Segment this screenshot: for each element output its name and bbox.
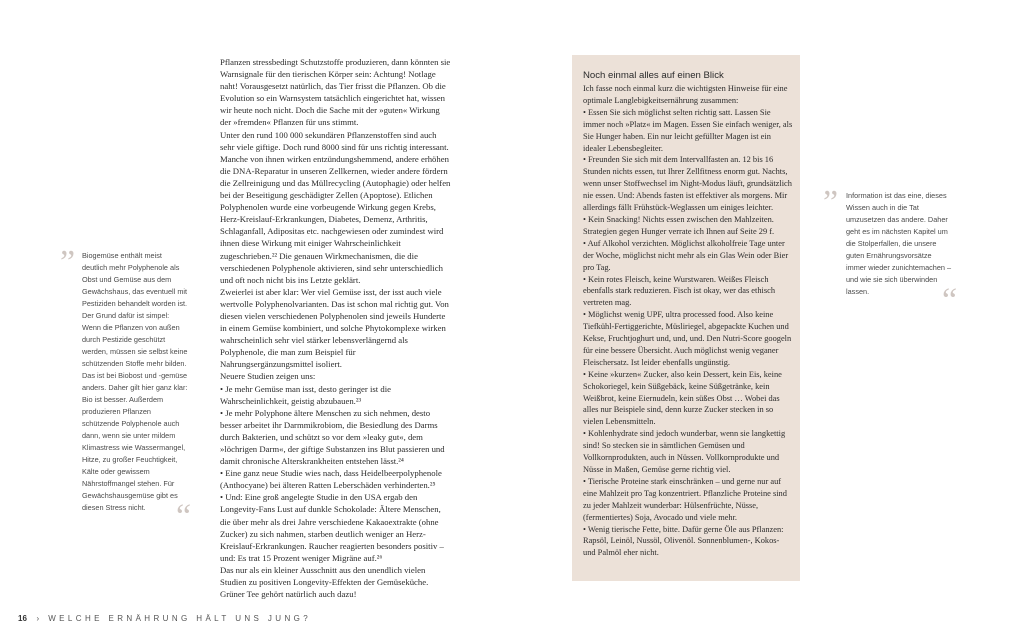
- page-number: 16: [18, 614, 27, 623]
- right-close-quote-mark: “: [942, 282, 958, 319]
- summary-bullet: • Kohlenhydrate sind jedoch wunderbar, wenn sie langkettig sind! So stecken sie in sämtlichen Gemüsen und Vollkornprodukten, auch in Nüssen. Vollkornprodukte und Nüsse in Maßen, Gemüse gerne richtig viel.: [583, 429, 786, 474]
- page-footer: [18, 614, 311, 623]
- summary-bullet: • Kein rotes Fleisch, keine Wurstwaren. Weißes Fleisch ebenfalls stark reduzieren. Fisch ist okay, wer das ethisch vertreten mag.: [583, 274, 776, 308]
- running-title: WELCHE ERNÄHRUNG HÄLT UNS JUNG?: [48, 614, 312, 623]
- right-sidebar-text: Information ist das eine, dieses Wissen auch in die Tat umzusetzen das andere. Daher geht es im nächsten Kapitel um die Stolperfallen, die unsere guten Ernährungsvorsätze immer wieder zunichtemachen – und wie sie sich überwinden lassen.: [846, 191, 952, 296]
- summary-bullet: • Wenig tierische Fette, bitte. Dafür gerne Öle aus Pflanzen: Rapsöl, Leinöl, Nussöl, Olivenöl. Sonnenblumen-, Kokos- und Palmöl eher nicht.: [583, 524, 784, 558]
- main-text-column: [220, 56, 451, 600]
- main-bullet: • Je mehr Gemüse man isst, desto geringer ist die Wahrscheinlichkeit, geistig abzubauen.²³: [220, 383, 391, 406]
- summary-bullet: • Auf Alkohol verzichten. Möglichst alkoholfreie Tage unter der Woche, möglichst nicht mehr als ein Glas Wein oder Bier pro Tag.: [583, 238, 789, 272]
- footer-separator: ›: [36, 614, 43, 623]
- left-open-quote-mark: ”: [60, 244, 76, 281]
- summary-bullet: • Möglichst wenig UPF, ultra processed food. Also keine Tiefkühl-Fertiggerichte, Müsliriegel, abgepackte Kuchen und Kekse, Fruchtjoghurt und, und, und. Den Nutri-Score googeln für eine bessere Übersicht. Auch möglichst wenig veganer Fleischersatz. Ist leider ebenfalls ungünstig.: [583, 310, 792, 367]
- main-bullet: • Je mehr Polyphone ältere Menschen zu sich nehmen, desto besser arbeitet ihr Darmmikrobiom, die Besiedlung des Darms durch Bakterien, und schützt so vor dem »leaky gut«, dem »löchrigen Darm«, der giftige Substanzen ins Blut passieren und damit chronische Alterskrankheiten entstehen lässt.²⁴: [220, 407, 445, 467]
- main-paragraph: Das nur als ein kleiner Ausschnitt aus den unendlich vielen Studien zu positiven Longevity-Effekten der Gemüseküche. Grüner Tee gehört natürlich auch dazu!: [220, 564, 429, 600]
- main-paragraph: Neuere Studien zeigen uns:: [220, 371, 316, 382]
- left-sidebar-text: Biogemüse enthält meist deutlich mehr Polyphenole als Obst und Gemüse aus dem Gewächshaus, das eventuell mit Pestiziden behandelt worden ist. Der Grund dafür ist simpel: Wenn die Pflanzen von außen durch Pestizide geschützt werden, müssen sie selbst keine schützenden Stoffe mehr bilden. Das ist bei Biobost und -gemüse anders. Daher gilt hier ganz klar: Bio ist besser. Außerdem produzieren Pflanzen schützende Polyphenole auch dann, wenn sie unter mildem Klimastress wie Wassermangel, Hitze, zu großer Feuchtigkeit, Kälte oder gewissem Nährstoffmangel stehen. Für Gewächshausgemüse gibt es diesen Stress nicht.: [82, 251, 188, 512]
- summary-box-title: Noch einmal alles auf einen Blick: [583, 70, 724, 81]
- main-paragraph: Zweierlei ist aber klar: Wer viel Gemüse isst, der isst auch viele wertvolle Polyphenolvarianten. Das ist schon mal richtig gut. Von diesen vielen verschiedenen Polyphenolen sind jeweils Hunderte in einem Gemüse kombiniert, und solche Phytokomplexe wirken wahrscheinlich sehr viel stärker lebensverlängernd als Polyphenole, die man zum Beispiel für Nahrungsergänzungsmittel isoliert.: [220, 286, 449, 370]
- summary-bullet: • Tierische Proteine stark einschränken – und gerne nur auf eine Mahlzeit pro Tag konzentriert. Pflanzliche Proteine sind zu jeder Mahlzeit wunderbar: Hülsenfrüchte, Nüsse, (fermentiertes) Soja, Avocado und viele mehr.: [583, 476, 787, 522]
- summary-bullet: • Essen Sie sich möglichst selten richtig satt. Lassen Sie immer noch »Platz« im Magen. Essen Sie einfach weniger, als Sie Hunger haben. Ein nur leicht gefüllter Magen ist ein idealer Lebensbegleiter.: [583, 107, 793, 153]
- right-sidebar-note: [846, 190, 952, 298]
- left-close-quote-mark: “: [176, 498, 192, 535]
- summary-intro: Ich fasse noch einmal kurz die wichtigsten Hinweise für eine optimale Langlebigkeitsernährung zusammen:: [583, 84, 788, 105]
- main-paragraph: Pflanzen stressbedingt Schutzstoffe produzieren, dann könnten sie Warnsignale für den tierischen Körper sein: Achtung! Notlage naht! Vorausgesetzt natürlich, das Tier frisst die Pflanzen. Ob die Evolution so ein Warnsystem tatsächlich eingerichtet hat, wissen wir heute noch nicht. Doch die Sache mit der »guten« Wirkung der »fremden« Pflanzen für uns stimmt.: [220, 57, 451, 128]
- main-bullet: • Und: Eine groß angelegte Studie in den USA ergab den Longevity-Fans Lust auf dunkle Schokolade: Ältere Menschen, die über mehr als drei Jahre verschiedene Kakaoextrakte (ohne Zucker) zu sich nahmen, starben deutlich weniger an Herz-Kreislauf-Erkrankungen. Raucher reagierten besonders positiv – und: Es trat 15 Prozent weniger Migräne auf.²⁶: [220, 492, 444, 563]
- left-sidebar-note: [82, 250, 189, 514]
- summary-box-content: [583, 69, 793, 559]
- summary-bullet: • Kein Snacking! Nichts essen zwischen den Mahlzeiten. Strategien gegen Hunger verrate ich Ihnen auf Seite 29 f.: [583, 214, 775, 236]
- main-paragraph: Unter den rund 100 000 sekundären Pflanzenstoffen sind auch sehr viele giftige. Doch rund 8000 sind für uns richtig interessant. Manche von ihnen wirken entzündungshemmend, andere erhöhen die DNA-Reparatur in unseren Zellkernen, wieder andere fördern die Zellreinigung und das Müllrecycling (Autophagie) oder helfen bei der Beseitigung geschädigter Zellen (Apoptose). Etlichen Polyphenolen wurde eine vorbeugende Wirkung gegen Krebs, Herz-Kreislauf-Erkrankungen, Diabetes, Demenz, Arthritis, Schlaganfall, Adipositas etc. nachgewiesen oder zumindest wird ihnen diese Wirkung mit einiger Wahrscheinlichkeit zugeschrieben.²² Die genauen Wirkmechanismen, die die verschiedenen Polyphenole aktivieren, sind sehr unterschiedlich und oft noch nicht bis ins Letzte geklärt.: [220, 129, 451, 285]
- right-open-quote-mark: ”: [823, 184, 839, 221]
- summary-bullet: • Keine »kurzen« Zucker, also kein Dessert, kein Eis, keine Schokoriegel, kein Süßgebäck, keine Süßgetränke, kein Weißbrot, keine Eiernudeln, kein süßes Obst … Wobei das alles nur Beispiele sind, denn kurze Zucker stecken in so vielen Lebensmitteln.: [583, 369, 782, 427]
- summary-box: [572, 55, 800, 581]
- main-bullet: • Eine ganz neue Studie wies nach, dass Heidelbeerpolyphenole (Anthocyane) bei älteren Ratten Leberschäden verhinderten.²⁵: [220, 468, 442, 491]
- summary-bullet: • Freunden Sie sich mit dem Intervallfasten an. 12 bis 16 Stunden nichts essen, tut Ihrer Zellfitness enorm gut. Nachts, wenn unser Stoffwechsel im Night-Modus läuft, grundsätzlich nie essen. Und: Abends fasten ist effektiver als morgens. Mir allerdings fällt Frühstück-Weglassen um einiges leichter.: [583, 155, 792, 213]
